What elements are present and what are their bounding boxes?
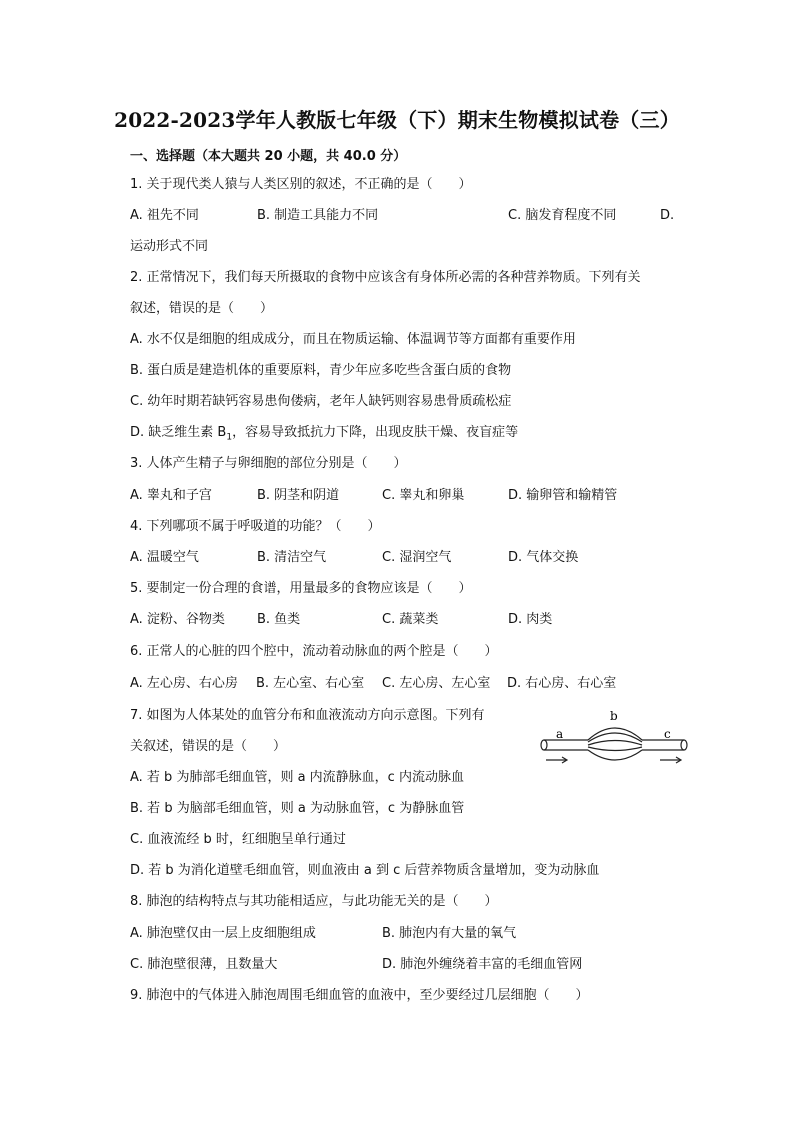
question-1-option-c: C. 脑发育程度不同 — [508, 208, 617, 223]
question-2-option-c: C. 幼年时期若缺钙容易患佝偻病，老年人缺钙则容易患骨质疏松症 — [130, 394, 512, 409]
option-d-suffix: ，容易导致抵抗力下降，出现皮肤干燥、夜盲症等 — [232, 425, 519, 440]
question-7-option-b: B. 若 b 为脑部毛细血管，则 a 为动脉血管，c 为静脉血管 — [130, 801, 465, 816]
question-8-option-d: D. 肺泡外缠绕着丰富的毛细血管网 — [382, 957, 583, 972]
question-7-option-a: A. 若 b 为肺部毛细血管，则 a 内流静脉血，c 内流动脉血 — [130, 770, 464, 785]
question-1-option-b: B. 制造工具能力不同 — [257, 208, 379, 223]
question-6-stem: 6. 正常人的心脏的四个腔中，流动着动脉血的两个腔是（ ） — [130, 644, 498, 659]
question-7-stem-cont: 关叙述，错误的是（ ） — [130, 739, 287, 754]
question-7-stem: 7. 如图为人体某处的血管分布和血液流动方向示意图。下列有 — [130, 708, 485, 723]
subscript: 1 — [226, 432, 233, 443]
question-2-stem: 2. 正常情况下，我们每天所摄取的食物中应该含有身体所必需的各种营养物质。下列有关 — [130, 270, 641, 285]
question-5-option-d: D. 肉类 — [508, 612, 553, 627]
question-5-option-b: B. 鱼类 — [257, 612, 301, 627]
question-1-option-d-text: 运动形式不同 — [130, 239, 209, 254]
question-4-option-c: C. 湿润空气 — [382, 550, 452, 565]
question-6-option-a: A. 左心房、右心房 — [130, 676, 238, 691]
question-3-option-d: D. 输卵管和输精管 — [508, 488, 618, 503]
question-3-option-b: B. 阴茎和阴道 — [257, 488, 340, 503]
question-2-option-b: B. 蛋白质是建造机体的重要原料，青少年应多吃些含蛋白质的食物 — [130, 363, 512, 378]
question-7-option-d: D. 若 b 为消化道壁毛细血管，则血液由 a 到 c 后营养物质含量增加，变为动脉血 — [130, 863, 600, 878]
question-8-stem: 8. 肺泡的结构特点与其功能相适应，与此功能无关的是（ ） — [130, 894, 498, 909]
question-3-stem: 3. 人体产生精子与卵细胞的部位分别是（ ） — [130, 456, 407, 471]
question-5-option-a: A. 淀粉、谷物类 — [130, 612, 225, 627]
label-c: c — [664, 727, 671, 741]
question-1-option-d: D. — [660, 208, 675, 223]
question-6-option-d: D. 右心房、右心室 — [507, 676, 617, 691]
question-2-option-d — [130, 424, 518, 447]
question-4-option-a: A. 温暖空气 — [130, 550, 199, 565]
question-4-stem: 4. 下列哪项不属于呼吸道的功能？（ ） — [130, 519, 381, 534]
question-5-option-c: C. 蔬菜类 — [382, 612, 439, 627]
question-3-option-c: C. 睾丸和卵巢 — [382, 488, 465, 503]
section-heading: 一、选择题（本大题共 20 小题，共 40.0 分） — [130, 149, 407, 164]
question-7-option-c: C. 血液流经 b 时，红细胞呈单行通过 — [130, 832, 346, 847]
question-9-stem: 9. 肺泡中的气体进入肺泡周围毛细血管的血液中，至少要经过几层细胞（ ） — [130, 988, 589, 1003]
question-8-option-c: C. 肺泡壁很薄，且数量大 — [130, 957, 278, 972]
question-2-stem-cont: 叙述，错误的是（ ） — [130, 301, 274, 316]
question-2-option-a: A. 水不仅是细胞的组成成分，而且在物质运输、体温调节等方面都有重要作用 — [130, 332, 576, 347]
question-4-option-b: B. 清洁空气 — [257, 550, 327, 565]
question-6-option-b: B. 左心室、右心室 — [256, 676, 365, 691]
question-1-option-a: A. 祖先不同 — [130, 208, 199, 223]
question-6-option-c: C. 左心房、左心室 — [382, 676, 491, 691]
question-3-option-a: A. 睾丸和子宫 — [130, 488, 212, 503]
question-5-stem: 5. 要制定一份合理的食谱，用量最多的食物应该是（ ） — [130, 581, 472, 596]
question-8-option-b: B. 肺泡内有大量的氧气 — [382, 926, 517, 941]
question-4-option-d: D. 气体交换 — [508, 550, 579, 565]
question-8-option-a: A. 肺泡壁仅由一层上皮细胞组成 — [130, 926, 316, 941]
label-a: a — [556, 727, 564, 741]
page-title: 2022-2023学年人教版七年级（下）期末生物模拟试卷（三） — [114, 108, 680, 132]
question-1-stem: 1. 关于现代类人猿与人类区别的叙述，不正确的是（ ） — [130, 177, 472, 192]
blood-vessel-diagram — [536, 706, 696, 776]
label-b: b — [610, 709, 618, 723]
option-d-prefix: D. 缺乏维生素 B — [130, 425, 227, 440]
